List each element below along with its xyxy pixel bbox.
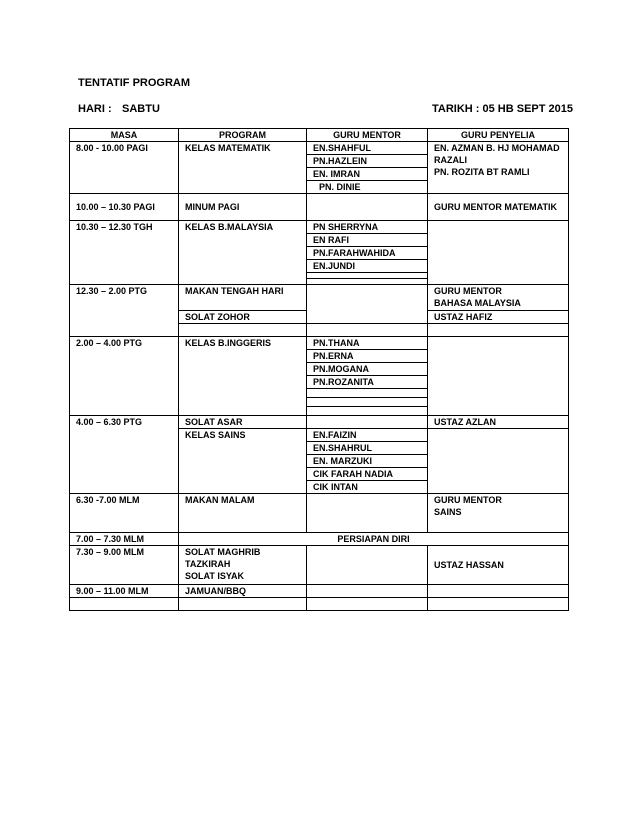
- mentor-cell: PN.FARAHWAHIDA: [307, 247, 428, 260]
- mentor-cell: EN RAFI: [307, 234, 428, 247]
- program-cell: KELAS B.INGGERIS: [179, 337, 307, 416]
- program-cell: SOLAT ASAR: [179, 416, 307, 429]
- mentor-cell: [307, 416, 428, 429]
- penyelia-cell: GURU MENTOR MATEMATIK: [428, 194, 569, 221]
- mentor-cell: EN.FAIZIN: [307, 429, 428, 442]
- penyelia-cell: [428, 598, 569, 611]
- mentor-cell: CIK INTAN: [307, 481, 428, 494]
- mentor-cell: PN.MOGANA: [307, 363, 428, 376]
- table-row: [70, 221, 569, 234]
- mentor-cell: EN.JUNDI: [307, 260, 428, 273]
- masa-cell: 2.00 – 4.00 PTG: [70, 337, 179, 416]
- mentor-cell: EN. IMRAN: [307, 168, 428, 181]
- penyelia-line: PN. ROZITA BT RAMLI: [434, 167, 530, 177]
- mentor-cell: PN. DINIE: [307, 181, 428, 194]
- mentor-cell: [307, 546, 428, 585]
- penyelia-line: EN. AZMAN B. HJ MOHAMAD: [434, 143, 560, 153]
- table-row: [70, 194, 569, 221]
- penyelia-line: GURU MENTOR: [434, 286, 502, 296]
- mentor-cell: CIK FARAH NADIA: [307, 468, 428, 481]
- penyelia-line: BAHASA MALAYSIA: [434, 298, 521, 308]
- penyelia-cell: USTAZ AZLAN: [428, 416, 569, 429]
- masa-cell: 8.00 - 10.00 PAGI: [70, 142, 179, 194]
- mentor-cell: EN. MARZUKI: [307, 455, 428, 468]
- masa-cell: 7.00 – 7.30 MLM: [70, 533, 179, 546]
- penyelia-line: SAINS: [434, 507, 462, 517]
- penyelia-cell: [428, 494, 569, 533]
- program-cell: KELAS B.MALAYSIA: [179, 221, 307, 285]
- mentor-cell: [307, 407, 428, 416]
- masa-cell: 9.00 – 11.00 MLM: [70, 585, 179, 598]
- mentor-cell: [307, 324, 428, 337]
- mentor-cell: [307, 585, 428, 598]
- masa-cell: 10.30 – 12.30 TGH: [70, 221, 179, 285]
- program-line: TAZKIRAH: [185, 559, 231, 569]
- schedule-table: [69, 128, 569, 611]
- program-cell: [179, 324, 307, 337]
- table-row: [70, 285, 569, 311]
- table-header-row: [70, 129, 569, 142]
- masa-cell: [70, 598, 179, 611]
- mentor-cell: EN.SHAHRUL: [307, 442, 428, 455]
- penyelia-cell: [428, 285, 569, 311]
- program-cell: MAKAN MALAM: [179, 494, 307, 533]
- masa-cell: 12.30 – 2.00 PTG: [70, 285, 179, 337]
- penyelia-cell: [428, 337, 569, 416]
- program-line: SOLAT ISYAK: [185, 571, 245, 581]
- program-cell: JAMUAN/BBQ: [179, 585, 307, 598]
- header-guru-penyelia: GURU PENYELIA: [428, 129, 569, 142]
- penyelia-line: RAZALI: [434, 155, 467, 165]
- program-cell: MINUM PAGI: [179, 194, 307, 221]
- program-cell: KELAS MATEMATIK: [179, 142, 307, 194]
- penyelia-cell: [428, 429, 569, 494]
- mentor-cell: PN SHERRYNA: [307, 221, 428, 234]
- document-title: TENTATIF PROGRAM: [78, 77, 191, 89]
- table-row: [70, 337, 569, 350]
- table-row: [70, 585, 569, 598]
- table-row: [70, 598, 569, 611]
- program-cell: MAKAN TENGAH HARI: [179, 285, 307, 311]
- mentor-cell: [307, 494, 428, 533]
- day-label: HARI :: [78, 103, 112, 115]
- day-value: SABTU: [122, 103, 160, 115]
- header-masa: MASA: [70, 129, 179, 142]
- mentor-cell: EN.SHAHFUL: [307, 142, 428, 155]
- penyelia-cell: [428, 142, 569, 194]
- program-line: SOLAT MAGHRIB: [185, 547, 261, 557]
- program-cell: PERSIAPAN DIRI: [179, 533, 569, 546]
- table-row: [70, 494, 569, 533]
- masa-cell: 4.00 – 6.30 PTG: [70, 416, 179, 494]
- table-row: [70, 533, 569, 546]
- mentor-cell: [307, 194, 428, 221]
- masa-cell: 6.30 -7.00 MLM: [70, 494, 179, 533]
- header-program: PROGRAM: [179, 129, 307, 142]
- penyelia-cell: [428, 324, 569, 337]
- penyelia-cell: USTAZ HASSAN: [428, 546, 569, 585]
- program-cell: SOLAT ZOHOR: [179, 311, 307, 324]
- table-row: [70, 416, 569, 429]
- mentor-cell: PN.HAZLEIN: [307, 155, 428, 168]
- penyelia-cell: [428, 585, 569, 598]
- program-cell: KELAS SAINS: [179, 429, 307, 494]
- penyelia-cell: [428, 221, 569, 285]
- mentor-cell: [307, 285, 428, 324]
- mentor-cell: [307, 398, 428, 407]
- mentor-cell: PN.ERNA: [307, 350, 428, 363]
- program-cell: [179, 598, 307, 611]
- mentor-cell: [307, 598, 428, 611]
- mentor-cell: PN.ROZANITA: [307, 376, 428, 389]
- mentor-cell: [307, 389, 428, 398]
- header-guru-mentor: GURU MENTOR: [307, 129, 428, 142]
- program-cell: [179, 546, 307, 585]
- table-row: [70, 546, 569, 585]
- date-label: TARIKH : 05 HB SEPT 2015: [432, 103, 574, 115]
- mentor-cell: PN.THANA: [307, 337, 428, 350]
- penyelia-line: GURU MENTOR: [434, 495, 502, 505]
- masa-cell: 7.30 – 9.00 MLM: [70, 546, 179, 585]
- table-row: [70, 142, 569, 155]
- masa-cell: 10.00 – 10.30 PAGI: [70, 194, 179, 221]
- penyelia-cell: USTAZ HAFIZ: [428, 311, 569, 324]
